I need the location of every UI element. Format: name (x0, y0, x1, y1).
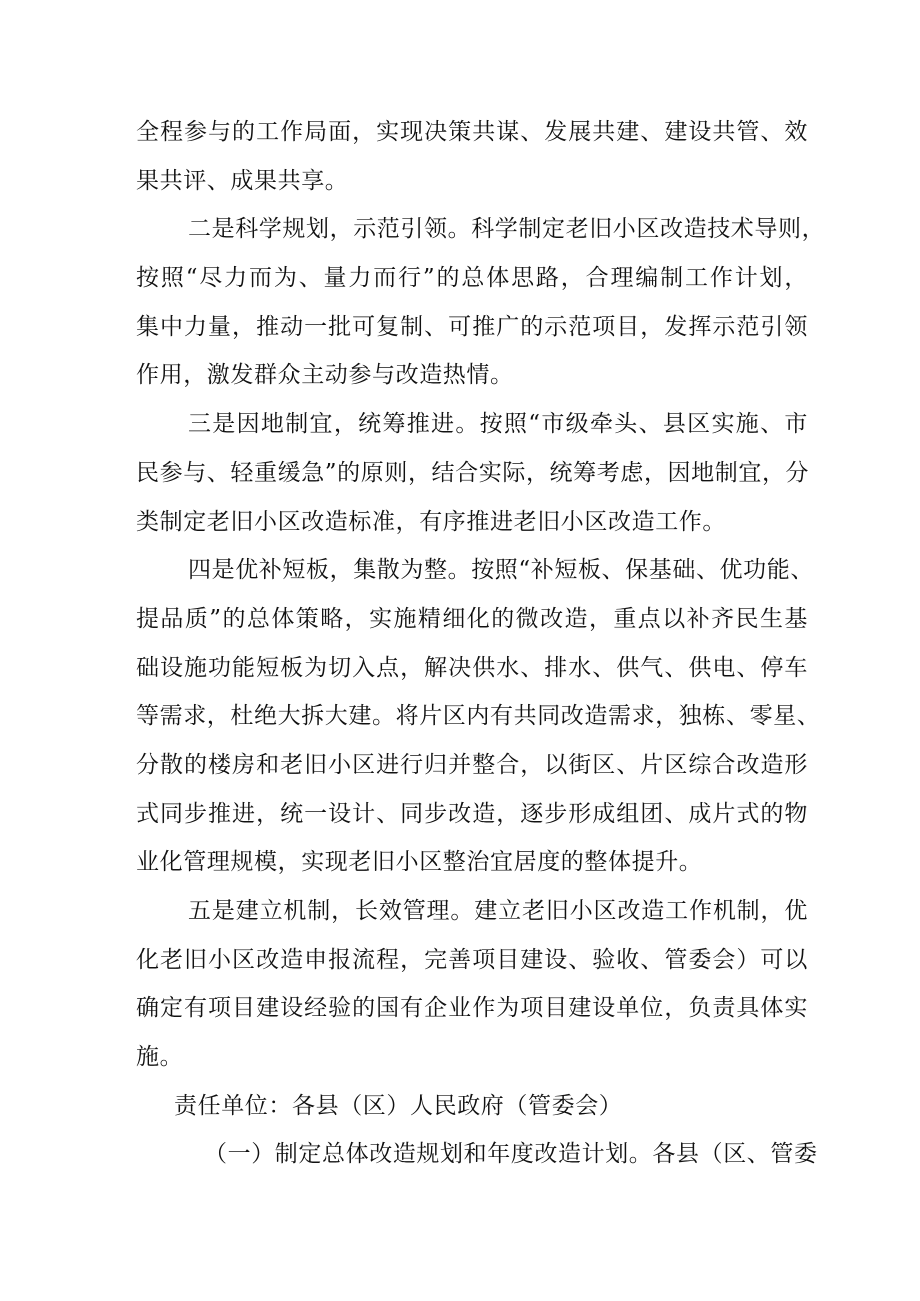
body-text (136, 108, 826, 1179)
text-line: 民参与、轻重缓急”的原则，结合实际，统筹考虑，因地制宜，分 (136, 459, 810, 486)
text-line: 确定有项目建设经验的国有企业作为项目建设单位，负责具体实 (136, 995, 808, 1022)
text-line: 础设施功能短板为切入点，解决供水、排水、供气、供电、停车 (136, 654, 808, 681)
text-line: 化老旧小区改造申报流程，完善项目建设、验收、管委会）可以 (136, 946, 808, 973)
text-line: 类制定老旧小区改造标准，有序推进老旧小区改造工作。 (136, 508, 726, 535)
text-line: 式同步推进，统一设计、同步改造，逐步形成组团、成片式的物 (136, 800, 808, 827)
text-line: 集中力量，推动一批可复制、可推广的示范项目，发挥示范引领 (136, 313, 808, 340)
paragraph-start-line: 三是因地制宜，统筹推进。按照“市级牵头、县区实施、市 (188, 411, 808, 438)
paragraph-start-line: 五是建立机制，长效管理。建立老旧小区改造工作机制，优 (188, 898, 808, 924)
text-line: 作用，激发群众主动参与改造热情。 (136, 362, 514, 389)
text-line: 全程参与的工作局面，实现决策共谋、发展共建、建设共管、效 (136, 119, 808, 145)
text-line: 按照“尽力而为、量力而行”的总体思路，合理编制工作计划， (136, 265, 808, 292)
text-line: 业化管理规模，实现老旧小区整治宜居度的整体提升。 (136, 849, 703, 876)
text-line: 施。 (136, 1044, 184, 1071)
text-line: 提品质”的总体策略，实施精细化的微改造，重点以补齐民生基 (136, 605, 808, 632)
text-line: 果共评、成果共享。 (136, 167, 349, 194)
paragraph-start-line: 二是科学规划，示范引领。科学制定老旧小区改造技术导则， (188, 216, 826, 243)
paragraph-start-line: 四是优补短板，集散为整。按照“补短板、保基础、优功能、 (188, 557, 814, 584)
responsible-unit-line: 责任单位：各县（区）人民政府（管委会） (174, 1092, 623, 1119)
section-heading-line: （一）制定总体改造规划和年度改造计划。各县（区、管委 (204, 1141, 818, 1168)
text-line: 分散的楼房和老旧小区进行归并整合，以街区、片区综合改造形 (136, 751, 808, 778)
text-line: 等需求，杜绝大拆大建。将片区内有共同改造需求，独栋、零星、 (136, 703, 821, 730)
